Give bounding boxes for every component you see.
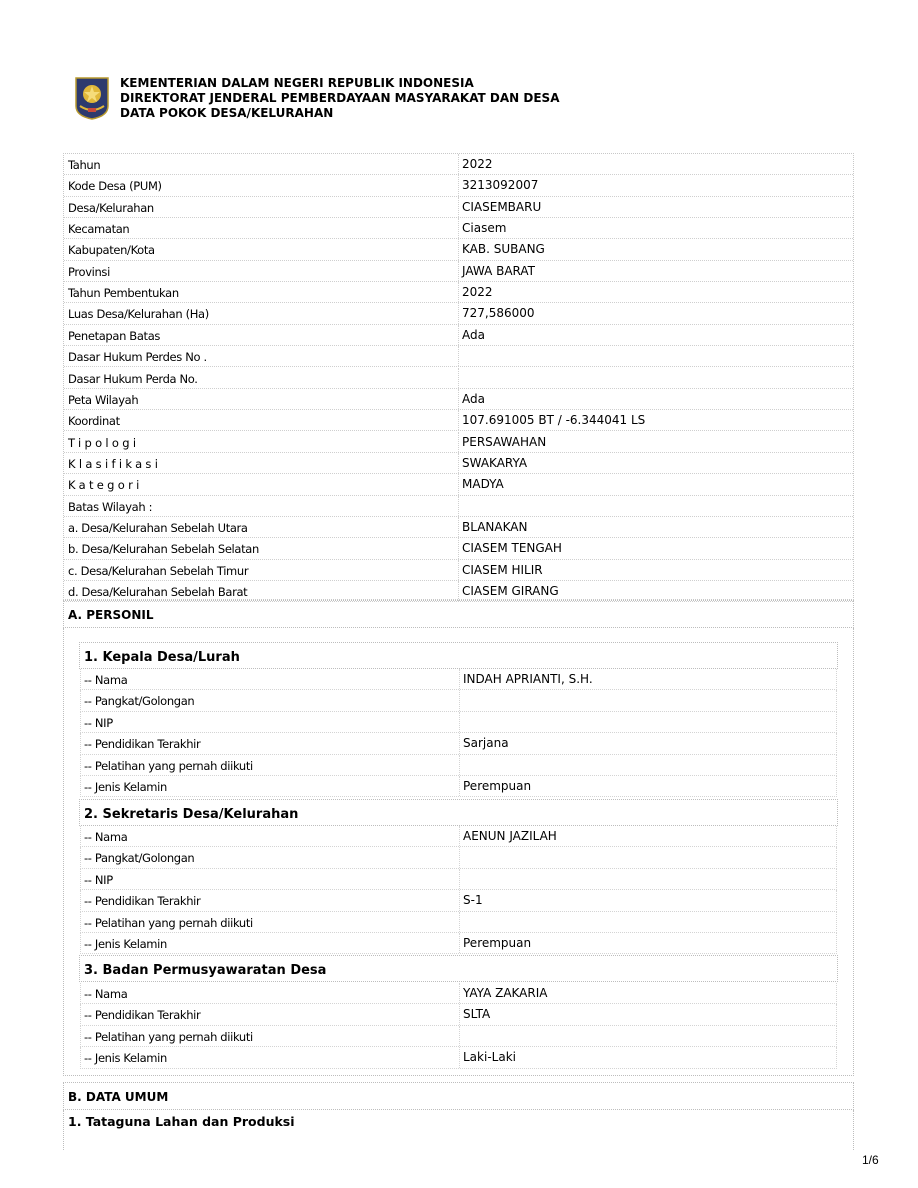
row-value: 2022 [462, 285, 493, 300]
row-value: AENUN JAZILAH [463, 829, 557, 843]
row-label: Klasifikasi [68, 456, 162, 471]
row-value: CIASEMBARU [462, 199, 542, 214]
table-row [80, 847, 837, 868]
table-row [80, 890, 837, 911]
column-divider [458, 432, 459, 452]
row-value: JAWA BARAT [462, 263, 536, 278]
column-divider [458, 303, 459, 323]
row-value: 3213092007 [462, 178, 539, 193]
row-label: Provinsi [68, 264, 110, 279]
row-value: KAB. SUBANG [462, 242, 545, 257]
column-divider [459, 1047, 460, 1067]
bpd-title: 3. Badan Permusyawaratan Desa [84, 963, 327, 978]
row-label: Tahun Pembentukan [68, 286, 179, 301]
table-row [64, 197, 853, 218]
row-value: Ciasem [462, 221, 507, 236]
table-row [80, 1026, 837, 1047]
row-label: -- Pendidikan Terakhir [84, 1008, 201, 1023]
row-label: -- NIP [84, 715, 113, 730]
row-label: Kode Desa (PUM) [68, 179, 162, 194]
column-divider [458, 197, 459, 217]
section-a-title: A. PERSONIL [68, 608, 154, 622]
table-row [80, 776, 837, 797]
table-row [80, 933, 837, 954]
row-label: Peta Wilayah [68, 392, 139, 407]
row-label: -- Nama [84, 673, 128, 687]
table-row [64, 560, 853, 581]
table-row [64, 496, 853, 517]
table-row [64, 346, 853, 367]
column-divider [459, 1026, 460, 1046]
row-value: YAYA ZAKARIA [463, 986, 548, 1000]
row-label: -- Nama [84, 830, 128, 844]
row-value: PERSAWAHAN [462, 434, 547, 449]
row-value: 2022 [462, 157, 493, 171]
row-label: -- Pangkat/Golongan [84, 851, 195, 866]
row-label: -- Jenis Kelamin [84, 937, 167, 951]
row-label: d. Desa/Kelurahan Sebelah Barat [68, 585, 248, 599]
row-label: -- Pendidikan Terakhir [84, 894, 201, 909]
column-divider [458, 346, 459, 366]
row-value: Sarjana [463, 736, 509, 751]
row-value: SLTA [463, 1007, 491, 1022]
row-value: CIASEM TENGAH [462, 541, 562, 556]
row-label: -- Pelatihan yang pernah diikuti [84, 1029, 253, 1044]
kepala-desa-title: 1. Kepala Desa/Lurah [84, 650, 240, 665]
table-row [64, 453, 853, 474]
column-divider [458, 496, 459, 516]
row-value: Perempuan [463, 779, 532, 793]
row-value: CIASEM GIRANG [462, 584, 559, 598]
table-row [80, 983, 837, 1004]
column-divider [458, 453, 459, 473]
table-row [80, 712, 837, 733]
section-b-header [63, 1082, 854, 1110]
section-a-header [63, 600, 854, 628]
column-divider [458, 560, 459, 580]
column-divider [459, 869, 460, 889]
row-value: MADYA [462, 477, 504, 492]
column-divider [459, 933, 460, 953]
table-row [64, 389, 853, 410]
table-row [80, 755, 837, 776]
row-label: Dasar Hukum Perda No. [68, 371, 198, 386]
row-label: b. Desa/Kelurahan Sebelah Selatan [68, 542, 259, 557]
column-divider [458, 517, 459, 537]
ministry-name: KEMENTERIAN DALAM NEGERI REPUBLIK INDONESIA [120, 76, 474, 90]
row-value: SWAKARYA [462, 455, 528, 470]
row-label: -- Pelatihan yang pernah diikuti [84, 758, 253, 773]
column-divider [459, 733, 460, 753]
table-row [64, 410, 853, 431]
table-row [80, 826, 837, 847]
column-divider [459, 712, 460, 732]
table-row [64, 517, 853, 538]
column-divider [458, 175, 459, 195]
row-label: Penetapan Batas [68, 328, 161, 343]
column-divider [459, 983, 460, 1003]
table-row [80, 669, 837, 690]
table-row [64, 432, 853, 453]
column-divider [458, 368, 459, 388]
page-number: 1/6 [862, 1153, 879, 1167]
row-label: -- Pangkat/Golongan [84, 694, 195, 709]
row-label: -- Pelatihan yang pernah diikuti [84, 915, 253, 930]
table-row [64, 538, 853, 559]
table-row [80, 733, 837, 754]
column-divider [459, 755, 460, 775]
row-value: BLANAKAN [462, 519, 528, 534]
table-row [64, 368, 853, 389]
row-label: Tahun [68, 158, 101, 172]
row-label: Dasar Hukum Perdes No . [68, 350, 207, 365]
row-label: Koordinat [68, 414, 120, 429]
sekretaris-desa-title: 2. Sekretaris Desa/Kelurahan [84, 807, 299, 822]
row-label: Tipologi [68, 435, 140, 450]
table-row [64, 282, 853, 303]
row-label: Batas Wilayah : [68, 499, 153, 514]
row-value: Ada [462, 391, 485, 406]
row-label: a. Desa/Kelurahan Sebelah Utara [68, 520, 248, 535]
table-row [64, 154, 853, 175]
row-label: -- Pendidikan Terakhir [84, 737, 201, 752]
row-value: 107.691005 BT / -6.344041 LS [462, 413, 646, 428]
column-divider [459, 826, 460, 846]
row-label: Luas Desa/Kelurahan (Ha) [68, 307, 209, 322]
table-row [64, 218, 853, 239]
column-divider [459, 669, 460, 689]
table-row [64, 325, 853, 346]
column-divider [459, 1004, 460, 1024]
row-label: -- Nama [84, 987, 128, 1001]
column-divider [459, 776, 460, 796]
document-title: DATA POKOK DESA/KELURAHAN [120, 106, 334, 120]
table-row [80, 690, 837, 711]
table-row [64, 175, 853, 196]
column-divider [458, 389, 459, 409]
row-label: Kabupaten/Kota [68, 243, 155, 258]
row-label: c. Desa/Kelurahan Sebelah Timur [68, 563, 249, 578]
section-b-title: B. DATA UMUM [68, 1090, 169, 1104]
column-divider [459, 890, 460, 910]
column-divider [459, 912, 460, 932]
row-value: 727,586000 [462, 306, 535, 321]
column-divider [459, 847, 460, 867]
row-label: -- NIP [84, 872, 113, 887]
column-divider [458, 538, 459, 558]
table-row [64, 239, 853, 260]
kepala-desa-header [79, 642, 838, 669]
header-text [120, 76, 559, 121]
table-row [80, 912, 837, 933]
directorate-name: DIREKTORAT JENDERAL PEMBERDAYAAN MASYARAKAT DAN DESA [120, 91, 560, 105]
column-divider [458, 410, 459, 430]
section-b-subtitle: 1. Tataguna Lahan dan Produksi [68, 1114, 295, 1129]
column-divider [458, 261, 459, 281]
column-divider [458, 218, 459, 238]
sekretaris-desa-header [79, 799, 838, 826]
row-label: -- Jenis Kelamin [84, 1051, 167, 1066]
bpd-header [79, 955, 838, 982]
column-divider [458, 282, 459, 302]
row-label: Kategori [68, 478, 143, 493]
column-divider [458, 154, 459, 174]
row-label: -- Jenis Kelamin [84, 780, 167, 794]
garuda-emblem-icon [74, 76, 110, 120]
column-divider [458, 325, 459, 345]
table-row [64, 261, 853, 282]
column-divider [458, 239, 459, 259]
row-value: Ada [462, 327, 485, 342]
row-label: Desa/Kelurahan [68, 200, 154, 215]
table-row [80, 1047, 837, 1068]
column-divider [459, 690, 460, 710]
table-row [64, 303, 853, 324]
table-row [80, 869, 837, 890]
row-value: INDAH APRIANTI, S.H. [463, 672, 593, 686]
row-value: CIASEM HILIR [462, 562, 543, 577]
row-value: Laki-Laki [463, 1050, 516, 1065]
row-label: Kecamatan [68, 222, 130, 237]
column-divider [458, 474, 459, 494]
document-header [74, 76, 774, 124]
table-row [80, 1004, 837, 1025]
table-row [64, 474, 853, 495]
row-value: S-1 [463, 893, 483, 908]
column-divider [458, 581, 459, 601]
row-value: Perempuan [463, 936, 532, 950]
